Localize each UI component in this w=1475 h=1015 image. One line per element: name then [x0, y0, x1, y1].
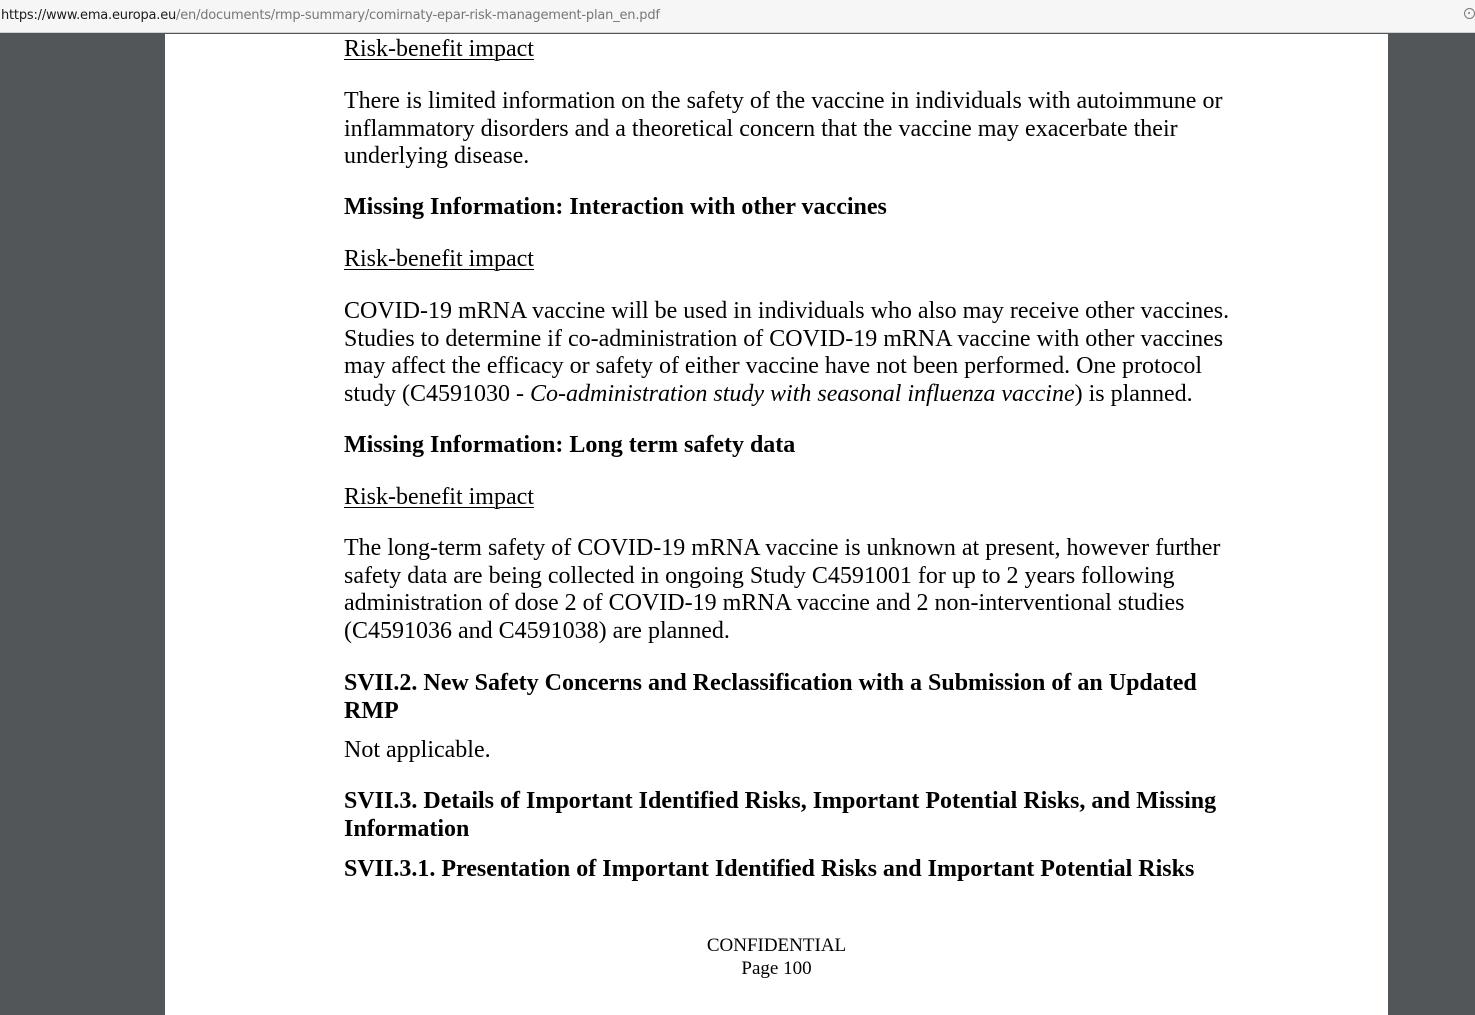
paragraph-text: ) is planned.	[1074, 380, 1193, 407]
study-title: Co-administration study with seasonal influenza vaccine	[530, 380, 1075, 407]
page-number: Page 100	[741, 958, 812, 979]
pdf-viewer[interactable]	[0, 34, 1475, 1015]
page-footer	[165, 934, 1388, 980]
section-heading: Missing Information: Interaction with other vaccines	[344, 194, 887, 220]
paragraph: Not applicable.	[344, 737, 491, 763]
section-heading: Risk-benefit impact	[344, 246, 534, 272]
paragraph	[344, 298, 1244, 408]
section-heading: Risk-benefit impact	[344, 36, 534, 62]
url-host: https://www.ema.europa.eu	[1, 8, 177, 23]
address-bar[interactable]	[0, 0, 1475, 33]
section-heading: SVII.3.1. Presentation of Important Identified Risks and Important Potential Risks	[344, 856, 1195, 882]
paragraph-text: COVID-19 mRNA vaccine will be used in individuals who also may receive other vaccines. Studies to determine if co-administration of COVID-19 mRNA vaccine with other vaccines may affect the efficacy or safety of either vaccine have not been performed. One protocol study (C4591030 -	[344, 298, 1230, 407]
paragraph: There is limited information on the safety of the vaccine in individuals with autoimmune or inflammatory disorders and a theoretical concern that the vaccine may exacerbate their underlying disease.	[344, 88, 1223, 169]
section-heading: Risk-benefit impact	[344, 484, 534, 510]
url-path: /en/documents/rmp-summary/comirnaty-epar-risk-management-plan_en.pdf	[176, 8, 660, 23]
paragraph: The long-term safety of COVID-19 mRNA vaccine is unknown at present, however further safety data are being collected in ongoing Study C4591001 for up to 2 years following administration of dose 2 of COVID-19 mRNA vaccine and 2 non-interventional studies (C4591036 and C4591038) are planned.	[344, 535, 1221, 644]
url-text[interactable]	[1, 0, 660, 31]
confidential-label: CONFIDENTIAL	[706, 935, 847, 956]
section-heading: SVII.2. New Safety Concerns and Reclassification with a Submission of an Updated RMP	[344, 670, 1197, 724]
site-info-icon[interactable]	[1464, 8, 1475, 19]
pdf-page	[165, 34, 1388, 1015]
section-heading: Missing Information: Long term safety data	[344, 432, 796, 458]
section-heading: SVII.3. Details of Important Identified Risks, Important Potential Risks, and Missing Information	[344, 788, 1217, 842]
